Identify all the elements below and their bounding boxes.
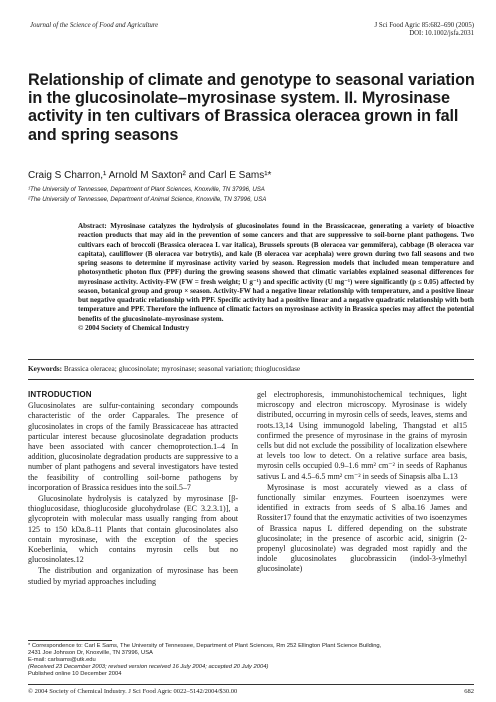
section-heading-introduction: INTRODUCTION	[28, 390, 92, 399]
intro-paragraph-2: Glucosinolate hydrolysis is catalyzed by myrosinase [β-thioglucosidase, thioglucoside glucohydrolase (EC 3.2.3.1)], a glycoprotein with molecular mass usually ranging from about 125 to 150 kDa.8–11 Plants that contain glucosinolates also contain myrosinase, with the exception of the species Koeberlinia, which contains myrosin cells but no glucosinolates.12	[28, 494, 238, 565]
authors: Craig S Charron,¹ Arnold M Saxton² and Carl E Sams¹*	[28, 170, 272, 181]
intro-paragraph-4: Myrosinase is most accurately viewed as a class of functionally similar enzymes. Fourteen isoenzymes were identified in extracts from seeds of S alba.16 James and Rossiter17 found that the enzymatic activities of two isoenzymes of Brassica napus L differed depending on the substrate glucosinolate; in the presence of ascorbic acid, sinigrin (2-propenyl glucosinolate) was degraded most rapidly and the indole glucosinolates glucobrassicin (indol-3-ylmethyl glucosinolate)	[257, 482, 467, 574]
keywords-label: Keywords:	[28, 364, 63, 373]
affiliation-1: ¹The University of Tennessee, Department of Plant Sciences, Knoxville, TN 37996, USA	[28, 186, 265, 193]
abstract-copyright: © 2004 Society of Chemical Industry	[78, 323, 190, 332]
keywords	[28, 364, 474, 373]
abstract	[78, 222, 474, 333]
footnote-correspondence: * Correspondence to: Carl E Sams, The University of Tennessee, Department of Plant Sciences, Rm 252 Ellington Plant Science Building,	[28, 643, 382, 649]
abstract-label: Abstract:	[78, 222, 107, 230]
keywords-text: Brassica oleracea; glucosinolate; myrosinase; seasonal variation; thioglucosidase	[63, 364, 301, 373]
body-column-left	[28, 390, 238, 588]
keywords-bottom-rule	[28, 379, 474, 380]
intro-paragraph-3-continued: gel electrophoresis, immunohistochemical techniques, light microscopy and electron microscopy. Myrosinase is widely distributed, occurring in myrosin cells of seeds, leaves, stems and roots.13,14 Using immunogold labeling, Thangstad et al15 confirmed the presence of myrosinase in the grains of myrosin cells but did not exclude the possibility of localization elsewhere at levels too low to detect. On a relative surface area basis, myrosin cells occupied 0.9–1.6 mm² cm⁻² in seeds of Raphanus sativus L and 4.5–6.5 mm² cm⁻² in seeds of Sinapsis alba L.13	[257, 390, 467, 481]
affiliation-2: ²The University of Tennessee, Department of Animal Science, Knoxville, TN 37996, USA	[28, 196, 267, 203]
footnote-rule	[28, 640, 112, 641]
doi: DOI: 10.1002/jsfa.2031	[409, 30, 474, 38]
footnote-published: Published online 10 December 2004	[28, 671, 122, 677]
footnote-received: (Received 23 December 2003; revised version received 16 July 2004; accepted 20 July 2004)	[28, 664, 269, 670]
abstract-text: Myrosinase catalyzes the hydrolysis of glucosinolates found in the Brassicaceae, generating a variety of bioactive reaction products that may aid in the prevention of some cancers and that are suppressive to soil-borne plant pathogens. Two cultivars each of broccoli (Brassica oleracea L var italica), Brussels sprouts (B oleracea var gemmifera), cabbage (B oleracea var capitata), cauliflower (B oleracea var botrytis), and kale (B oleracea var acephala) were grown during two fall seasons and two spring seasons to determine if myrosinase activity varied by season. Regression models that included mean temperature and photosynthetic photon flux (PPF) during the growing seasons showed that climatic variables explained seasonal differences for myrosinase activity. Activity-FW (FW = fresh weight; U g⁻¹) and specific activity (U mg⁻¹) were significantly (p ≤ 0.05) affected by season, botanical group and group × season. Activity-FW had a negative linear relationship with temperature, and a positive linear but negative quadratic relationship with PPF. Specific activity had a positive linear and a negative quadratic relationship with both temperature and PPF. Therefore the influence of climatic factors on myrosinase activity in Brassica species may affect the potential benefits of the glucosinolate–myrosinase system.	[78, 222, 474, 323]
citation: J Sci Food Agric 85:682–690 (2005)	[374, 22, 474, 29]
bottom-rule	[28, 684, 474, 685]
page-number: 682	[464, 688, 474, 695]
keywords-top-rule	[28, 359, 474, 360]
journal-name: Journal of the Science of Food and Agriculture	[30, 22, 159, 29]
citation-block	[375, 22, 475, 39]
intro-paragraph-1: Glucosinolates are sulfur-containing secondary compounds characteristic of the order Capparales. The presence of glucosinolates in crops of the family Brassicaceae has attracted particular interest because glucosinolate degradation products have been associated with cancer chemoprotection.1–4 In addition, glucosinolate degradation products are suppressive to a number of plant pathogens and several investigators have tested the feasibility of controlling soil-borne pathogens by incorporation of Brassica residues into the soil.5–7	[28, 401, 238, 492]
footnotes	[28, 643, 474, 678]
bottom-copyright: © 2004 Society of Chemical Industry. J Sci Food Agric 0022–5142/2004/$30.00	[28, 688, 238, 695]
footnote-address: 2431 Joe Johnson Dr, Knoxville, TN 37996, USA	[28, 650, 153, 656]
footnote-email: E-mail: carlsams@utk.edu	[28, 657, 96, 663]
body-column-right	[257, 390, 467, 576]
intro-paragraph-3: The distribution and organization of myrosinase has been studied by myriad approaches including	[28, 566, 238, 586]
article-title: Relationship of climate and genotype to seasonal variation in the glucosinolate–myrosinase system. II. Myrosinase activity in ten cultivars of Brassica oleracea grown in fall and spring seasons	[28, 71, 475, 144]
